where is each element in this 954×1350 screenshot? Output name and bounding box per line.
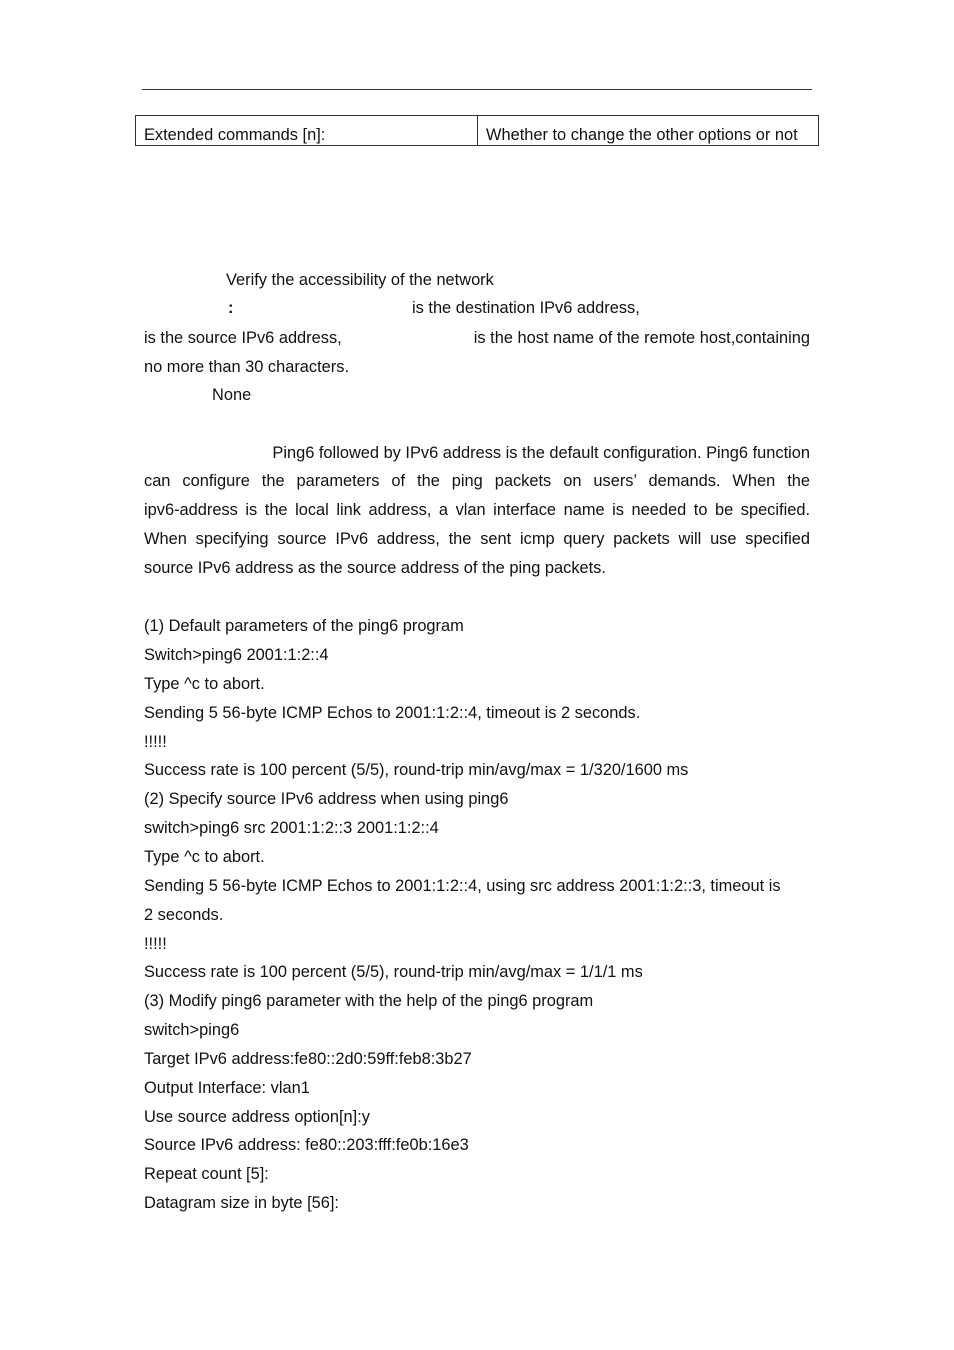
example-line: Success rate is 100 percent (5/5), round-trip min/avg/max = 1/1/1 ms: [144, 963, 643, 981]
example-line: !!!!!: [144, 935, 167, 953]
example-heading: (3) Modify ping6 parameter with the help of the ping6 program: [144, 992, 594, 1010]
example-line: Use source address option[n]:y: [144, 1108, 370, 1126]
example-line: Repeat count [5]:: [144, 1165, 269, 1183]
example-line: Sending 5 56-byte ICMP Echos to 2001:1:2::4, using src address 2001:1:2::3, timeout is: [144, 877, 781, 895]
parameter-table: [135, 115, 819, 146]
function-text: Verify the accessibility of the network: [226, 271, 494, 289]
example-line: Type ^c to abort.: [144, 848, 265, 866]
table-cell: Extended commands [n]:: [136, 116, 478, 146]
example-line: Success rate is 100 percent (5/5), round-trip min/avg/max = 1/320/1600 ms: [144, 761, 689, 779]
example-line: Switch>ping6 2001:1:2::4: [144, 646, 329, 664]
example-line: 2 seconds.: [144, 906, 224, 924]
example-heading: (2) Specify source IPv6 address when using ping6: [144, 790, 509, 808]
example-line: !!!!!: [144, 733, 167, 751]
example-line: Datagram size in byte [56]:: [144, 1194, 339, 1212]
usage-paragraph: [144, 467, 810, 583]
usage-line: ipv6-address is the local link address, a vlan interface name is needed to be specified.: [144, 501, 810, 519]
parameter-text-destination: is the destination IPv6 address,: [412, 299, 640, 317]
parameter-colon: :: [228, 299, 234, 317]
example-heading: (1) Default parameters of the ping6 program: [144, 617, 464, 635]
default-text: None: [212, 386, 252, 404]
table-cell: Whether to change the other options or not: [478, 116, 819, 146]
header-rule: [142, 89, 812, 90]
example-line: Sending 5 56-byte ICMP Echos to 2001:1:2::4, timeout is 2 seconds.: [144, 704, 641, 722]
example-line: Source IPv6 address: fe80::203:fff:fe0b:16e3: [144, 1136, 469, 1154]
parameter-text-hostname: is the host name of the remote host,containing: [473, 329, 810, 347]
example-line: Type ^c to abort.: [144, 675, 265, 693]
usage-line: source IPv6 address as the source address of the ping packets.: [144, 559, 606, 577]
table-row: [136, 116, 819, 146]
parameter-text-source: is the source IPv6 address,: [144, 329, 342, 347]
example-line: Target IPv6 address:fe80::2d0:59ff:feb8:3b27: [144, 1050, 472, 1068]
usage-line: When specifying source IPv6 address, the sent icmp query packets will use specified: [144, 530, 810, 548]
example-line: Output Interface: vlan1: [144, 1079, 310, 1097]
example-line: switch>ping6: [144, 1021, 240, 1039]
parameter-text-limit: no more than 30 characters.: [144, 358, 349, 376]
example-line: switch>ping6 src 2001:1:2::3 2001:1:2::4: [144, 819, 439, 837]
usage-line: Ping6 followed by IPv6 address is the default configuration. Ping6 function: [272, 444, 810, 462]
usage-line: can configure the parameters of the ping packets on users’ demands. When the: [144, 472, 810, 490]
